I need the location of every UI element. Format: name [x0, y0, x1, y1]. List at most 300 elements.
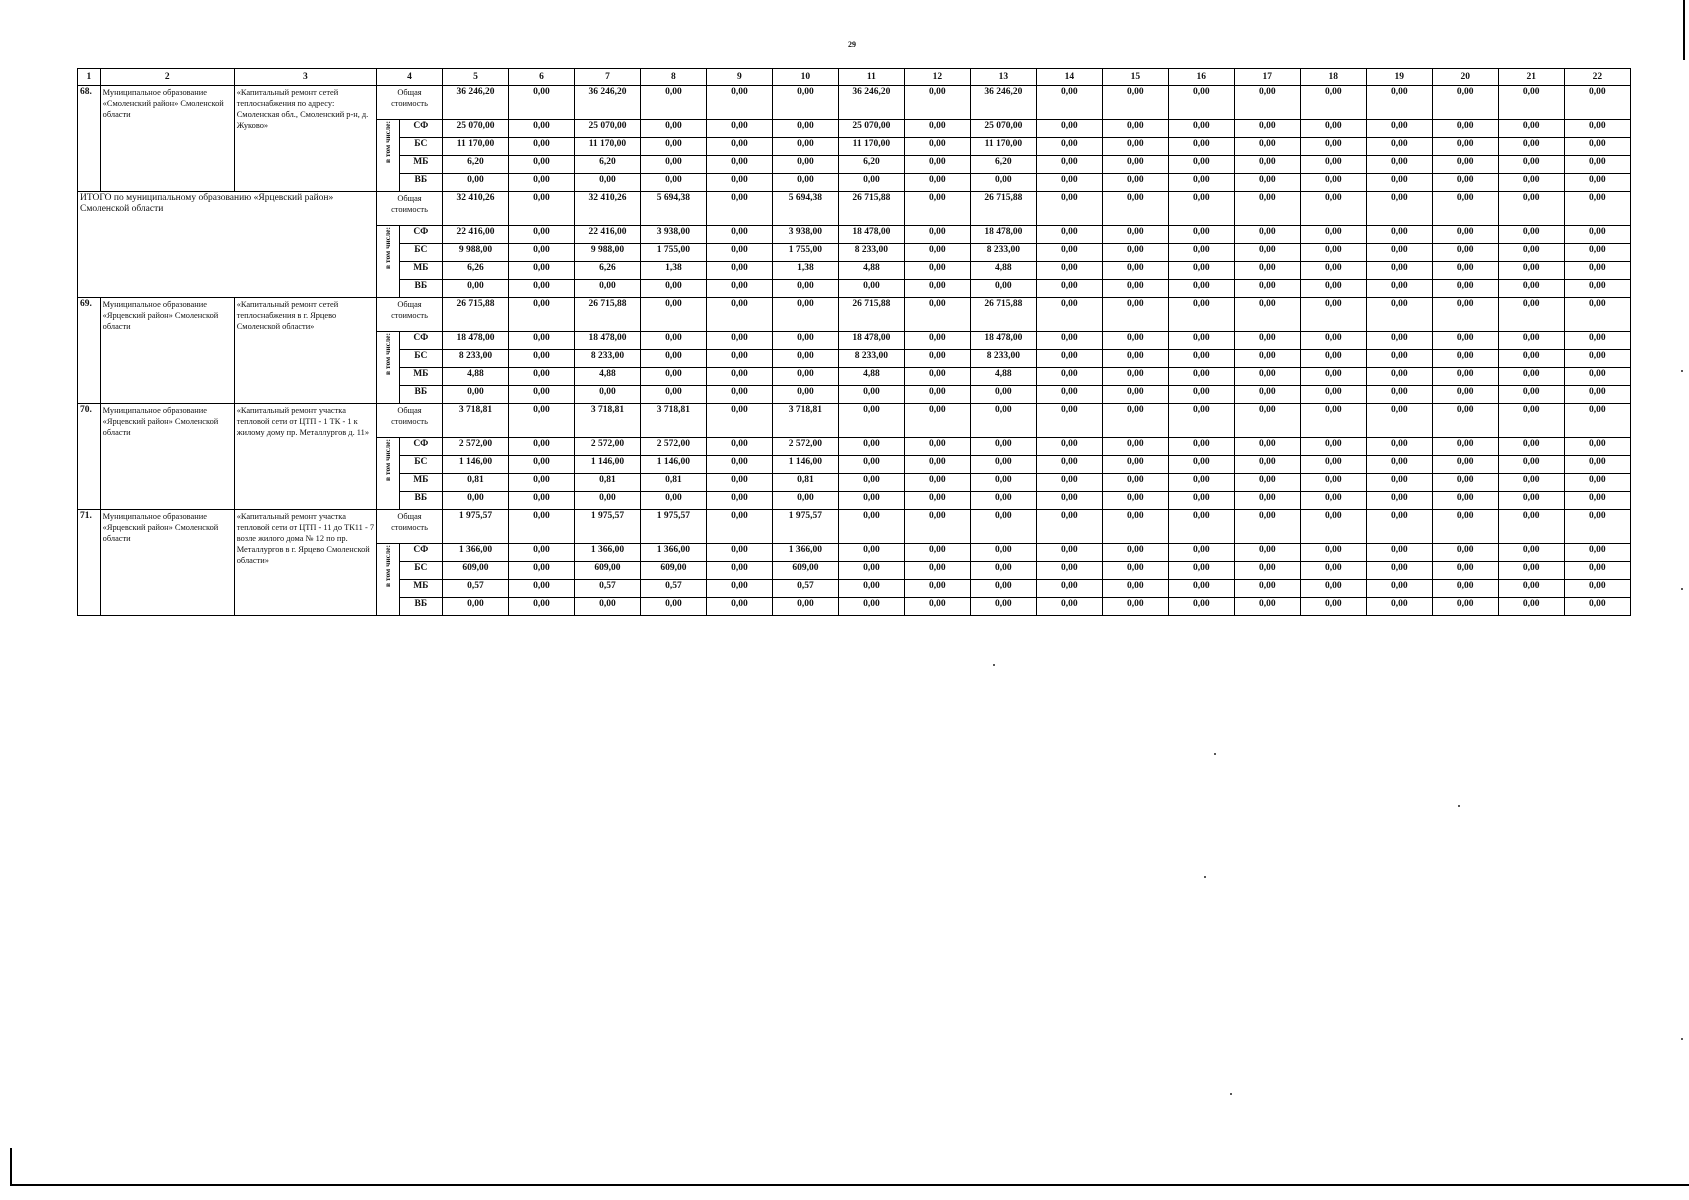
value-cell: 0,00	[1564, 350, 1630, 368]
total-row	[78, 86, 1631, 120]
in-that-number-text: в том числе:	[383, 121, 393, 164]
value-cell: 22 416,00	[442, 226, 508, 244]
funding-source-code: БС	[399, 350, 442, 368]
value-cell: 0,00	[1498, 386, 1564, 404]
total-label: ИТОГО по муниципальному образованию «Ярцевский район» Смоленской области	[78, 192, 377, 298]
value-cell: 0,00	[1498, 544, 1564, 562]
value-cell: 0,00	[1300, 350, 1366, 368]
value-cell: 0,00	[1234, 438, 1300, 456]
value-cell: 0,00	[1300, 192, 1366, 226]
value-cell: 0,00	[1036, 492, 1102, 510]
value-cell: 0,00	[1564, 580, 1630, 598]
value-cell: 0,00	[1234, 332, 1300, 350]
value-cell: 0,00	[970, 280, 1036, 298]
column-header: 2	[100, 69, 234, 86]
description-cell: «Капитальный ремонт сетей теплоснабжения по адресу: Смоленская обл., Смоленский р-н, д. Жуково»	[234, 86, 376, 192]
value-cell: 0,00	[508, 544, 574, 562]
value-cell: 0,00	[1234, 86, 1300, 120]
value-cell: 0,00	[1168, 138, 1234, 156]
value-cell: 0,00	[1300, 580, 1366, 598]
value-cell: 0,00	[1300, 156, 1366, 174]
in-that-number-label	[377, 544, 400, 616]
value-cell: 0,00	[1300, 492, 1366, 510]
value-cell: 0,00	[1102, 262, 1168, 280]
value-cell: 0,00	[970, 544, 1036, 562]
value-cell: 0,00	[508, 86, 574, 120]
value-cell: 0,00	[1234, 474, 1300, 492]
value-cell: 0,00	[1366, 86, 1432, 120]
description-cell: «Капитальный ремонт участка тепловой сети от ЦТП - 11 до ТК11 - 7 возле жилого дома № 12 по пр. Металлургов в г. Ярцево Смоленской области»	[234, 510, 376, 616]
value-cell: 0,00	[640, 386, 706, 404]
value-cell: 0,00	[1564, 474, 1630, 492]
value-cell: 0,00	[640, 598, 706, 616]
left-border-line	[10, 1148, 12, 1186]
value-cell: 11 170,00	[838, 138, 904, 156]
value-cell: 0,00	[1366, 262, 1432, 280]
value-cell: 2 572,00	[442, 438, 508, 456]
value-cell: 3 938,00	[640, 226, 706, 244]
value-cell: 5 694,38	[772, 192, 838, 226]
value-cell: 0,00	[1036, 368, 1102, 386]
value-cell: 0,00	[1498, 192, 1564, 226]
value-cell: 26 715,88	[970, 192, 1036, 226]
value-cell: 0,00	[508, 156, 574, 174]
value-cell: 609,00	[772, 562, 838, 580]
value-cell: 0,00	[970, 438, 1036, 456]
value-cell: 3 718,81	[640, 404, 706, 438]
value-cell: 0,00	[1168, 474, 1234, 492]
value-cell: 0,00	[508, 120, 574, 138]
value-cell: 0,00	[1564, 226, 1630, 244]
value-cell: 0,00	[1036, 138, 1102, 156]
value-cell: 0,00	[970, 474, 1036, 492]
value-cell: 0,00	[1168, 86, 1234, 120]
value-cell: 18 478,00	[574, 332, 640, 350]
value-cell: 0,00	[1564, 298, 1630, 332]
value-cell: 0,00	[1102, 598, 1168, 616]
value-cell: 0,00	[508, 138, 574, 156]
in-that-number-label	[377, 120, 400, 192]
value-cell: 0,81	[442, 474, 508, 492]
value-cell: 0,00	[574, 492, 640, 510]
total-cost-label: Общая стоимость	[377, 298, 443, 332]
value-cell: 0,00	[1498, 226, 1564, 244]
value-cell: 2 572,00	[574, 438, 640, 456]
value-cell: 0,00	[838, 174, 904, 192]
value-cell: 0,00	[904, 262, 970, 280]
value-cell: 0,00	[1102, 510, 1168, 544]
value-cell: 0,00	[640, 156, 706, 174]
value-cell: 0,00	[1498, 368, 1564, 386]
value-cell: 0,00	[706, 244, 772, 262]
column-header: 5	[442, 69, 508, 86]
value-cell: 0,00	[1432, 368, 1498, 386]
value-cell: 0,00	[1498, 174, 1564, 192]
value-cell: 0,00	[442, 386, 508, 404]
value-cell: 0,00	[970, 580, 1036, 598]
value-cell: 0,00	[1168, 192, 1234, 226]
in-that-number-label	[377, 438, 400, 510]
value-cell: 1 366,00	[772, 544, 838, 562]
value-cell: 0,00	[1234, 350, 1300, 368]
value-cell: 0,00	[508, 510, 574, 544]
value-cell: 0,00	[508, 492, 574, 510]
value-cell: 0,00	[1168, 438, 1234, 456]
value-cell: 0,00	[1036, 262, 1102, 280]
value-cell: 25 070,00	[442, 120, 508, 138]
value-cell: 0,00	[1102, 404, 1168, 438]
value-cell: 0,00	[508, 598, 574, 616]
value-cell: 0,00	[904, 226, 970, 244]
value-cell: 0,81	[640, 474, 706, 492]
value-cell: 0,00	[1102, 492, 1168, 510]
value-cell: 0,00	[1300, 386, 1366, 404]
budget-table	[77, 68, 1631, 616]
value-cell: 2 572,00	[772, 438, 838, 456]
value-cell: 0,00	[838, 404, 904, 438]
value-cell: 0,00	[1234, 298, 1300, 332]
value-cell: 1 146,00	[772, 456, 838, 474]
value-cell: 0,57	[772, 580, 838, 598]
funding-source-code: СФ	[399, 120, 442, 138]
value-cell: 0,00	[1102, 86, 1168, 120]
value-cell: 0,00	[1036, 598, 1102, 616]
scan-speck	[1458, 805, 1460, 807]
value-cell: 0,00	[1498, 510, 1564, 544]
value-cell: 0,00	[1234, 580, 1300, 598]
value-cell: 0,00	[1432, 262, 1498, 280]
value-cell: 0,57	[640, 580, 706, 598]
scan-speck	[1681, 370, 1683, 372]
in-that-number-text: в том числе:	[383, 545, 393, 588]
funding-source-code: МБ	[399, 580, 442, 598]
value-cell: 6,26	[574, 262, 640, 280]
value-cell: 0,00	[1102, 280, 1168, 298]
value-cell: 0,00	[1498, 298, 1564, 332]
value-cell: 0,00	[1234, 492, 1300, 510]
column-header: 17	[1234, 69, 1300, 86]
value-cell: 25 070,00	[838, 120, 904, 138]
value-cell: 4,88	[970, 262, 1036, 280]
value-cell: 0,00	[904, 580, 970, 598]
value-cell: 0,00	[904, 298, 970, 332]
value-cell: 0,00	[1564, 174, 1630, 192]
value-cell: 0,00	[904, 156, 970, 174]
value-cell: 0,00	[1102, 120, 1168, 138]
value-cell: 0,00	[706, 262, 772, 280]
value-cell: 26 715,88	[574, 298, 640, 332]
value-cell: 0,00	[772, 598, 838, 616]
value-cell: 0,00	[1234, 226, 1300, 244]
value-cell: 18 478,00	[838, 332, 904, 350]
value-cell: 3 718,81	[574, 404, 640, 438]
value-cell: 0,00	[1102, 386, 1168, 404]
value-cell: 0,00	[1564, 156, 1630, 174]
value-cell: 1 146,00	[442, 456, 508, 474]
value-cell: 0,00	[1234, 120, 1300, 138]
column-header: 15	[1102, 69, 1168, 86]
value-cell: 0,00	[706, 580, 772, 598]
value-cell: 0,00	[1498, 244, 1564, 262]
value-cell: 0,00	[772, 386, 838, 404]
column-header: 18	[1300, 69, 1366, 86]
value-cell: 0,00	[1366, 368, 1432, 386]
value-cell: 0,00	[1168, 156, 1234, 174]
value-cell: 0,00	[1432, 404, 1498, 438]
total-row	[78, 192, 1631, 226]
value-cell: 0,00	[1036, 438, 1102, 456]
value-cell: 0,00	[640, 368, 706, 386]
value-cell: 0,00	[1102, 544, 1168, 562]
in-that-number-label	[377, 332, 400, 404]
value-cell: 0,00	[1168, 298, 1234, 332]
value-cell: 0,00	[508, 192, 574, 226]
value-cell: 0,00	[1300, 456, 1366, 474]
value-cell: 0,00	[1564, 404, 1630, 438]
value-cell: 32 410,26	[442, 192, 508, 226]
in-that-number-text: в том числе:	[383, 333, 393, 376]
value-cell: 0,00	[1564, 332, 1630, 350]
value-cell: 0,00	[1564, 280, 1630, 298]
value-cell: 0,00	[508, 456, 574, 474]
value-cell: 0,00	[970, 386, 1036, 404]
value-cell: 0,00	[1234, 262, 1300, 280]
value-cell: 0,00	[772, 86, 838, 120]
total-row	[78, 298, 1631, 332]
value-cell: 0,00	[1036, 562, 1102, 580]
value-cell: 0,00	[640, 332, 706, 350]
value-cell: 0,00	[1300, 332, 1366, 350]
value-cell: 8 233,00	[442, 350, 508, 368]
value-cell: 0,00	[1432, 280, 1498, 298]
value-cell: 0,00	[772, 138, 838, 156]
value-cell: 609,00	[574, 562, 640, 580]
value-cell: 0,00	[772, 156, 838, 174]
value-cell: 26 715,88	[838, 192, 904, 226]
funding-source-code: ВБ	[399, 280, 442, 298]
value-cell: 0,00	[772, 298, 838, 332]
value-cell: 8 233,00	[970, 350, 1036, 368]
value-cell: 0,00	[508, 174, 574, 192]
value-cell: 0,00	[1366, 226, 1432, 244]
value-cell: 0,00	[1168, 174, 1234, 192]
value-cell: 0,00	[904, 562, 970, 580]
column-header: 12	[904, 69, 970, 86]
value-cell: 0,00	[1168, 510, 1234, 544]
value-cell: 3 718,81	[442, 404, 508, 438]
value-cell: 0,00	[904, 350, 970, 368]
value-cell: 0,00	[1102, 244, 1168, 262]
value-cell: 5 694,38	[640, 192, 706, 226]
value-cell: 0,00	[640, 350, 706, 368]
value-cell: 0,00	[838, 544, 904, 562]
value-cell: 0,00	[772, 492, 838, 510]
value-cell: 0,00	[1036, 86, 1102, 120]
value-cell: 0,00	[1366, 332, 1432, 350]
value-cell: 1 975,57	[640, 510, 706, 544]
value-cell: 4,88	[838, 368, 904, 386]
value-cell: 0,00	[1168, 350, 1234, 368]
value-cell: 0,81	[574, 474, 640, 492]
value-cell: 0,00	[508, 580, 574, 598]
value-cell: 0,00	[1168, 544, 1234, 562]
value-cell: 0,00	[1036, 174, 1102, 192]
value-cell: 0,00	[1498, 262, 1564, 280]
value-cell: 0,00	[904, 192, 970, 226]
value-cell: 8 233,00	[970, 244, 1036, 262]
value-cell: 0,00	[640, 492, 706, 510]
value-cell: 0,00	[1102, 298, 1168, 332]
value-cell: 1 975,57	[574, 510, 640, 544]
value-cell: 0,00	[904, 474, 970, 492]
value-cell: 0,00	[1432, 332, 1498, 350]
value-cell: 0,00	[706, 226, 772, 244]
organization-cell: Муниципальное образование «Смоленский район» Смоленской области	[100, 86, 234, 192]
value-cell: 0,00	[1036, 280, 1102, 298]
value-cell: 0,00	[1366, 350, 1432, 368]
value-cell: 0,00	[1300, 544, 1366, 562]
value-cell: 26 715,88	[838, 298, 904, 332]
funding-source-code: МБ	[399, 262, 442, 280]
value-cell: 0,00	[1564, 120, 1630, 138]
value-cell: 0,00	[1498, 492, 1564, 510]
value-cell: 0,00	[838, 438, 904, 456]
value-cell: 6,26	[442, 262, 508, 280]
funding-source-code: БС	[399, 456, 442, 474]
value-cell: 0,00	[1168, 120, 1234, 138]
value-cell: 9 988,00	[442, 244, 508, 262]
value-cell: 0,00	[1036, 386, 1102, 404]
value-cell: 0,00	[1168, 332, 1234, 350]
column-header: 8	[640, 69, 706, 86]
value-cell: 0,00	[772, 120, 838, 138]
funding-source-code: СФ	[399, 226, 442, 244]
scan-speck	[1681, 1038, 1683, 1040]
value-cell: 0,00	[838, 580, 904, 598]
value-cell: 0,00	[1036, 156, 1102, 174]
value-cell: 0,00	[1234, 544, 1300, 562]
value-cell: 0,00	[706, 138, 772, 156]
value-cell: 0,00	[904, 510, 970, 544]
funding-source-code: МБ	[399, 156, 442, 174]
value-cell: 6,20	[838, 156, 904, 174]
funding-source-code: МБ	[399, 368, 442, 386]
value-cell: 36 246,20	[574, 86, 640, 120]
value-cell: 0,00	[1036, 192, 1102, 226]
value-cell: 0,00	[1102, 438, 1168, 456]
funding-source-code: ВБ	[399, 174, 442, 192]
value-cell: 0,00	[706, 598, 772, 616]
value-cell: 0,00	[706, 562, 772, 580]
funding-source-code: СФ	[399, 544, 442, 562]
value-cell: 0,00	[1234, 598, 1300, 616]
value-cell: 0,57	[442, 580, 508, 598]
value-cell: 0,00	[1300, 368, 1366, 386]
value-cell: 8 233,00	[838, 244, 904, 262]
total-row	[78, 510, 1631, 544]
value-cell: 0,00	[1498, 438, 1564, 456]
value-cell: 0,00	[1102, 226, 1168, 244]
value-cell: 0,00	[838, 386, 904, 404]
value-cell: 0,00	[1498, 280, 1564, 298]
row-number: 68.	[78, 86, 101, 192]
value-cell: 0,00	[1036, 544, 1102, 562]
value-cell: 0,00	[640, 86, 706, 120]
value-cell: 0,00	[1564, 138, 1630, 156]
value-cell: 0,00	[1564, 598, 1630, 616]
funding-source-code: СФ	[399, 438, 442, 456]
value-cell: 0,00	[1432, 438, 1498, 456]
value-cell: 0,00	[1366, 562, 1432, 580]
value-cell: 0,00	[1432, 86, 1498, 120]
column-header: 22	[1564, 69, 1630, 86]
value-cell: 0,00	[640, 280, 706, 298]
value-cell: 0,00	[904, 280, 970, 298]
value-cell: 0,00	[508, 332, 574, 350]
value-cell: 0,00	[904, 492, 970, 510]
value-cell: 0,00	[1432, 192, 1498, 226]
funding-source-code: ВБ	[399, 598, 442, 616]
value-cell: 0,00	[904, 404, 970, 438]
value-cell: 1 975,57	[442, 510, 508, 544]
value-cell: 4,88	[838, 262, 904, 280]
value-cell: 0,00	[1036, 350, 1102, 368]
value-cell: 0,00	[508, 474, 574, 492]
value-cell: 0,00	[1498, 332, 1564, 350]
value-cell: 0,00	[1366, 510, 1432, 544]
value-cell: 0,00	[1300, 226, 1366, 244]
value-cell: 26 715,88	[442, 298, 508, 332]
value-cell: 0,00	[706, 544, 772, 562]
value-cell: 0,00	[706, 156, 772, 174]
scan-speck	[993, 664, 995, 666]
organization-cell: Муниципальное образование «Ярцевский район» Смоленской области	[100, 510, 234, 616]
value-cell: 3 718,81	[772, 404, 838, 438]
value-cell: 1,38	[772, 262, 838, 280]
value-cell: 0,00	[1102, 350, 1168, 368]
value-cell: 1 146,00	[640, 456, 706, 474]
column-header: 10	[772, 69, 838, 86]
value-cell: 0,00	[1168, 598, 1234, 616]
value-cell: 0,00	[1168, 244, 1234, 262]
value-cell: 0,00	[1234, 138, 1300, 156]
value-cell: 0,00	[1366, 156, 1432, 174]
value-cell: 0,00	[1564, 192, 1630, 226]
total-cost-label: Общая стоимость	[377, 510, 443, 544]
value-cell: 0,00	[1564, 438, 1630, 456]
value-cell: 0,00	[1102, 474, 1168, 492]
column-header: 19	[1366, 69, 1432, 86]
organization-cell: Муниципальное образование «Ярцевский район» Смоленской области	[100, 404, 234, 510]
value-cell: 0,00	[1234, 156, 1300, 174]
value-cell: 11 170,00	[970, 138, 1036, 156]
value-cell: 0,00	[1564, 562, 1630, 580]
value-cell: 11 170,00	[442, 138, 508, 156]
value-cell: 0,00	[1168, 404, 1234, 438]
value-cell: 0,00	[1498, 456, 1564, 474]
value-cell: 0,00	[706, 386, 772, 404]
value-cell: 0,00	[1168, 280, 1234, 298]
value-cell: 0,00	[1168, 492, 1234, 510]
value-cell: 0,00	[706, 280, 772, 298]
page-number: 29	[848, 40, 856, 49]
funding-source-code: МБ	[399, 474, 442, 492]
value-cell: 1,38	[640, 262, 706, 280]
value-cell: 0,00	[508, 350, 574, 368]
value-cell: 0,00	[574, 386, 640, 404]
value-cell: 36 246,20	[970, 86, 1036, 120]
value-cell: 22 416,00	[574, 226, 640, 244]
